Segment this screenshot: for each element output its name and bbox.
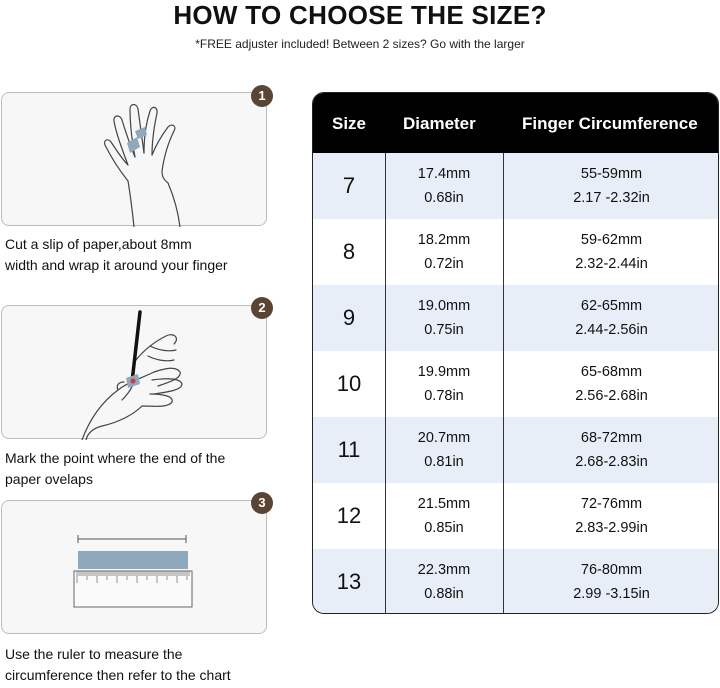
step-2-text-line2: paper ovelaps: [5, 471, 93, 487]
step-1-text: [5, 234, 270, 276]
step-1-panel: [1, 92, 267, 226]
table-header: [313, 93, 718, 153]
ruler-icon: [2, 501, 268, 635]
diameter-cell: [385, 360, 503, 408]
table-row: [313, 549, 718, 614]
step-1-text-line1: Cut a slip of paper,about 8mm: [5, 236, 192, 252]
diameter-mm: 19.9mm: [417, 364, 471, 380]
page-subtitle: *FREE adjuster included! Between 2 sizes? Go with the larger: [195, 37, 525, 51]
step-2-text-line1: Mark the point where the end of the: [5, 450, 226, 466]
size-cell: 13: [336, 569, 362, 594]
diameter-mm: 22.3mm: [417, 562, 471, 578]
table-row: [313, 417, 718, 483]
diameter-cell: [385, 492, 503, 540]
circumference-cell: [503, 360, 719, 408]
step-3-panel: [1, 500, 267, 634]
diameter-cell: [385, 294, 503, 342]
step-3-text-line1: Use the ruler to measure the: [5, 646, 183, 662]
table-row: [313, 351, 718, 417]
size-cell: 8: [342, 239, 356, 264]
diameter-cell: [385, 558, 503, 606]
diameter-in: 0.88in: [424, 586, 464, 602]
diameter-mm: 19.0mm: [417, 298, 471, 314]
header-circumference: Finger Circumference: [522, 114, 698, 133]
size-cell: 9: [342, 305, 356, 330]
diameter-mm: 20.7mm: [417, 430, 471, 446]
circumference-in: 2.99 -3.15in: [573, 586, 650, 602]
header-size: Size: [332, 114, 367, 133]
circumference-cell: [503, 492, 719, 540]
circumference-cell: [503, 294, 719, 342]
circumference-cell: [503, 162, 719, 210]
diameter-in: 0.75in: [424, 322, 464, 338]
circumference-mm: 72-76mm: [580, 496, 643, 512]
step-1-badge: 1: [251, 85, 273, 107]
table-row: [313, 285, 718, 351]
diameter-mm: 18.2mm: [417, 232, 471, 248]
circumference-mm: 55-59mm: [580, 166, 643, 182]
step-2-panel: [1, 305, 267, 439]
step-2-text: [5, 448, 270, 490]
column-divider: [385, 153, 386, 613]
diameter-in: 0.68in: [424, 190, 464, 206]
diameter-cell: [385, 162, 503, 210]
column-divider: [503, 153, 504, 613]
size-cell: 7: [342, 173, 356, 198]
step-3-text-line2: circumference then refer to the chart: [5, 667, 231, 683]
diameter-cell: [385, 228, 503, 276]
size-chart-table: [312, 92, 719, 614]
hand-wrap-icon: [2, 93, 268, 227]
hand-mark-icon: [2, 306, 268, 440]
circumference-in: 2.32-2.44in: [575, 256, 648, 272]
circumference-mm: 62-65mm: [580, 298, 643, 314]
diameter-in: 0.72in: [424, 256, 464, 272]
circumference-in: 2.56-2.68in: [575, 388, 648, 404]
circumference-mm: 59-62mm: [580, 232, 643, 248]
diameter-mm: 21.5mm: [417, 496, 471, 512]
size-cell: 11: [337, 437, 361, 462]
circumference-in: 2.68-2.83in: [575, 454, 648, 470]
table-row: [313, 153, 718, 219]
diameter-mm: 17.4mm: [417, 166, 471, 182]
circumference-in: 2.44-2.56in: [575, 322, 648, 338]
circumference-cell: [503, 426, 719, 474]
header-diameter: Diameter: [403, 114, 476, 133]
page-title: HOW TO CHOOSE THE SIZE?: [173, 0, 547, 30]
diameter-in: 0.78in: [424, 388, 464, 404]
table-row: [313, 219, 718, 285]
circumference-mm: 65-68mm: [580, 364, 643, 380]
circumference-cell: [503, 558, 719, 606]
step-2-badge: 2: [251, 297, 273, 319]
diameter-in: 0.81in: [424, 454, 464, 470]
step-3-text: [5, 644, 270, 686]
diameter-cell: [385, 426, 503, 474]
size-cell: 12: [336, 503, 362, 528]
table-row: [313, 483, 718, 549]
circumference-mm: 68-72mm: [580, 430, 643, 446]
step-1-text-line2: width and wrap it around your finger: [5, 257, 228, 273]
diameter-in: 0.85in: [424, 520, 464, 536]
step-3-badge: 3: [251, 492, 273, 514]
circumference-in: 2.83-2.99in: [575, 520, 648, 536]
circumference-cell: [503, 228, 719, 276]
circumference-in: 2.17 -2.32in: [573, 190, 650, 206]
circumference-mm: 76-80mm: [580, 562, 643, 578]
size-cell: 10: [336, 371, 362, 396]
